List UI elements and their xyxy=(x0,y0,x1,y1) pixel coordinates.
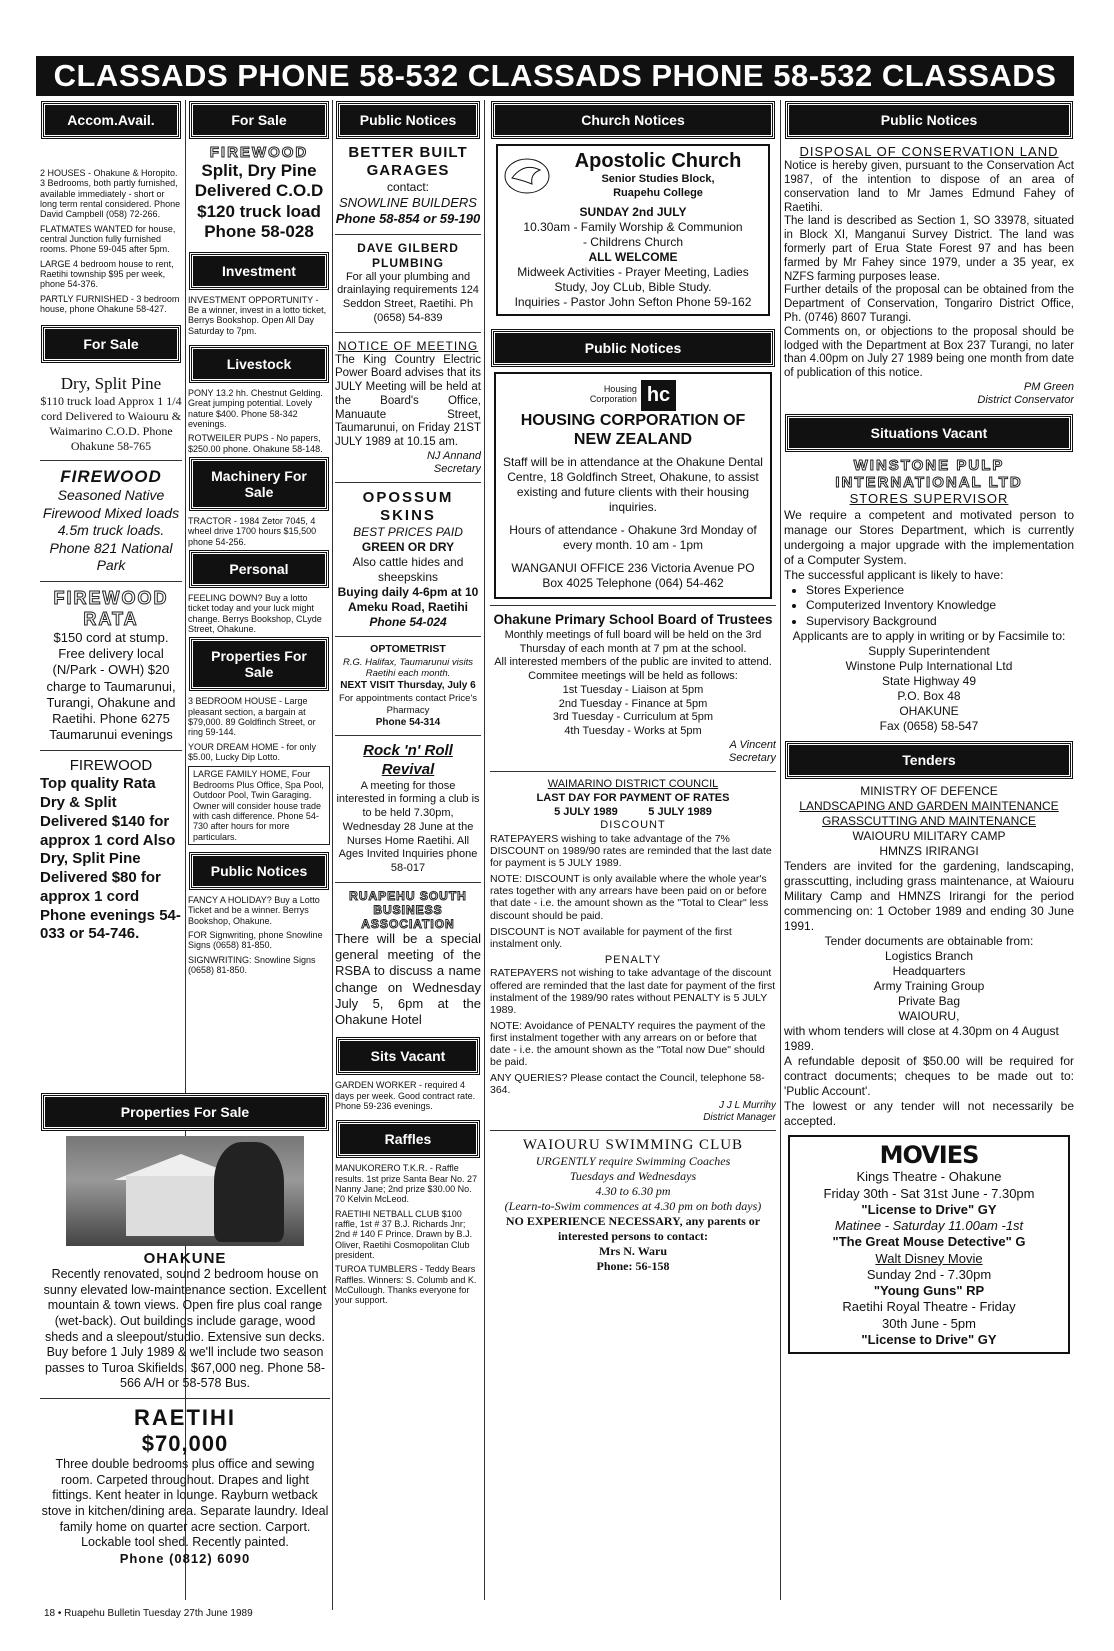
council-dates: 5 JULY 1989 5 JULY 1989 xyxy=(554,805,712,818)
firewood-pine-text: Split, Dry Pine Delivered C.O.D $120 truck load Phone 58-028 xyxy=(194,161,324,242)
housing-corp-box xyxy=(494,372,772,599)
movies-title: MOVIES xyxy=(879,1141,979,1170)
winstone-address-3: State Highway 49 xyxy=(881,674,977,689)
land-signature-title: District Conservator xyxy=(977,394,1074,407)
land-title: DISPOSAL OF CONSERVATION LAND xyxy=(799,144,1059,159)
council-text-4: RATEPAYERS not wishing to take advantage of the discount offered are reminded that the last date for payment of the first instalment of the 1989/90 rates without PENALTY is 5 JULY 1989. xyxy=(490,967,776,1016)
mod-text-5: The lowest or any tender will not necessarily be accepted. xyxy=(784,1099,1074,1129)
school-signature: A Vincent xyxy=(729,738,776,751)
council-text-5: NOTE: Avoidance of PENALTY requires the payment of the first instalment together with any arrears on or before that date - i.e. the amount shown as the "Total now Due" should be paid. xyxy=(490,1019,766,1068)
winstone-text-1: We require a competent and motivated person to manage our Stores Department, which is currently undergoing a major upgrade with the implementation of a Computer System. xyxy=(784,507,1074,567)
mod-address-4: Private Bag xyxy=(897,994,961,1009)
hc-logo-text-2: Corporation xyxy=(589,394,637,404)
hc-title: HOUSING CORPORATION OF NEW ZEALAND xyxy=(520,411,746,448)
column-3 xyxy=(335,100,481,1603)
optometrist-phone: Phone 54-314 xyxy=(375,716,441,728)
school-text-3: Commitee meetings will be held as follows: xyxy=(528,670,738,682)
swim-text-3: 4.30 to 6.30 pm xyxy=(595,1184,671,1199)
swim-text-5: NO EXPERIENCE NECESSARY, any parents or interested persons to contact: xyxy=(505,1214,761,1244)
mod-text-4: A refundable deposit of $50.00 will be required for contract documents; cheques to be made out to: 'Public Account'. xyxy=(784,1054,1074,1099)
movies-line-2: Friday 30th - Sat 31st June - 7.30pm xyxy=(823,1185,1035,1201)
ad-turoa-tumblers: TUROA TUMBLERS - Teddy Bears Raffles. Winners: S. Columb and K. McCullough. Thanks everyone for your support. xyxy=(335,1264,477,1306)
winstone-bullet-3: • Supervisory Background xyxy=(806,614,1074,630)
column-5 xyxy=(784,100,1074,1603)
mod-text-2: Tender documents are obtainable from: xyxy=(824,934,1034,949)
section-header-sits-vacant: Sits Vacant xyxy=(337,1038,479,1074)
school-text-1: Monthly meetings of full board will be held on the 3rd Thursday of each month at 7 pm at the school. xyxy=(504,628,762,655)
apostolic-line-5: Inquiries - Pastor John Sefton Phone 59-162 xyxy=(514,294,752,309)
meeting-title: NOTICE OF MEETING xyxy=(337,338,479,353)
school-line-3: 3rd Tuesday - Curriculum at 5pm xyxy=(552,711,714,724)
opossum-phone: Phone 54-024 xyxy=(369,615,447,630)
ad-pony: PONY 13.2 hh. Chestnut Gelding. Great jumping potential. Lovely nature $400. Phone 58-342 evenings. xyxy=(188,387,323,429)
mod-sub-2: GRASSCUTTING AND MAINTENANCE xyxy=(821,814,1037,829)
movies-line-3: "License to Drive" GY xyxy=(861,1201,997,1217)
school-line-4: 4th Tuesday - Works at 5pm xyxy=(564,725,702,737)
raetihi-price: $70,000 xyxy=(141,1431,229,1456)
column-1 xyxy=(40,100,182,1091)
garages-contact: contact: xyxy=(386,180,430,194)
council-text-6: ANY QUERIES? Please contact the Council, telephone 58-364. xyxy=(490,1071,765,1096)
school-line-2: 2nd Tuesday - Finance at 5pm xyxy=(558,697,708,710)
meeting-signature-title: Secretary xyxy=(433,463,481,476)
apostolic-line-1: 10.30am - Family Worship & Communion xyxy=(523,219,743,234)
winstone-address-4: P.O. Box 48 xyxy=(897,689,961,704)
section-header-properties-wide: Properties For Sale xyxy=(42,1094,328,1130)
winstone-fax: Fax (0658) 58-547 xyxy=(879,719,979,734)
council-signature-title: District Manager xyxy=(703,1112,776,1124)
apostolic-date: SUNDAY 2nd JULY xyxy=(579,204,687,219)
council-discount: DISCOUNT xyxy=(600,819,666,832)
meeting-text: The King Country Electric Power Board advises that its JULY Meeting will be held at the Board's Office, Manuaute Street, Taumarunui, on Friday 21ST JULY 1989 at 10.15 am. xyxy=(335,353,481,449)
council-text-3: DISCOUNT is NOT available for payment of the first instalment only. xyxy=(490,925,732,950)
apostolic-sub-2: Ruapehu College xyxy=(613,186,703,199)
council-title: WAIMARINO DISTRICT COUNCIL xyxy=(547,778,719,791)
ad-holiday: FANCY A HOLIDAY? Buy a Lotto Ticket and be a winner. Berrys Bookshop, Ohakune. xyxy=(188,894,320,926)
dry-pine-text: $110 truck load Approx 1 1/4 cord Delivered to Waiouru & Waimarino C.O.D. Phone Ohakune 58-765 xyxy=(40,394,182,454)
winstone-text-2: The successful applicant is likely to have: xyxy=(784,567,1004,582)
ad-investment: INVESTMENT OPPORTUNITY - Be a winner, invest in a lotto ticket, Berrys Bookshop. Open All Day Saturday to 7pm. xyxy=(188,294,327,336)
movies-line-5: "The Great Mouse Detective" G xyxy=(832,1234,1026,1250)
movies-line-6: Walt Disney Movie xyxy=(875,1250,983,1266)
movies-box xyxy=(788,1135,1070,1354)
ad-signwriting-1: FOR Signwriting, phone Snowline Signs (0658) 81-850. xyxy=(188,929,323,951)
winstone-text-3: Applicants are to apply in writing or by Facsimile to: xyxy=(792,629,1066,644)
dove-icon xyxy=(502,154,552,196)
school-title: Ohakune Primary School Board of Trustees xyxy=(493,611,773,627)
firewood-2-title: FIREWOOD xyxy=(69,756,153,774)
dry-pine-title: Dry, Split Pine xyxy=(60,374,162,394)
column-rule xyxy=(484,100,485,1600)
opossum-text-4: Buying daily 4-6pm at 10 Ameku Road, Raetihi xyxy=(337,585,479,615)
swim-text-1: URGENTLY require Swimming Coaches xyxy=(535,1154,731,1169)
garages-phone: Phone 58-854 or 59-190 xyxy=(335,211,481,227)
column-rule xyxy=(780,100,781,1600)
apostolic-line-4: Midweek Activities - Prayer Meeting, Ladies Study, Joy CLub, Bible Study. xyxy=(517,264,749,294)
winstone-title-1: WINSTONE PULP xyxy=(853,457,1005,475)
mod-address-2: Headquarters xyxy=(892,964,966,979)
column-4 xyxy=(490,100,776,1603)
dave-gilberd-title: DAVE GILBERD PLUMBING xyxy=(357,240,459,270)
ohakune-title: OHAKUNE xyxy=(143,1250,227,1267)
properties-wide xyxy=(40,1092,330,1603)
mod-sub-4: HMNZS IRIRANGI xyxy=(879,844,979,859)
land-text-2: The land is described as Section 1, SO 33978, situated in Block XI, Manganui Survey District. The land was formerly part of Erua State Forest 97 and has been farmed by Mr Fahey since 1979, under a 35 year, ex NZFS farming purposes lease. xyxy=(784,215,1074,283)
section-header-livestock: Livestock xyxy=(190,346,328,382)
mod-text-3: with whom tenders will close at 4.30pm on 4 August 1989. xyxy=(784,1024,1059,1054)
ad-signwriting-2: SIGNWRITING: Snowline Signs (0658) 81-850. xyxy=(188,954,316,975)
ad-2-houses: 2 HOUSES - Ohakune & Horopito. 3 Bedrooms, both partly furnished, available immediately - short or long term rental considered. Phone David Campbell (058) 72-266. xyxy=(40,168,181,220)
section-header-investment: Investment xyxy=(190,253,328,289)
section-header-situations-vacant: Situations Vacant xyxy=(786,415,1072,451)
optometrist-text-2: NEXT VISIT Thursday, July 6 xyxy=(340,680,476,692)
hc-text-1: Staff will be in attendance at the Ohakune Dental Centre, 18 Goldfinch Street, Ohakune, to assist existing and future clients with their housing inquiries. xyxy=(503,454,763,514)
school-signature-title: Secretary xyxy=(728,751,776,764)
optometrist-title: OPTOMETRIST xyxy=(370,643,446,656)
ad-flatmates: FLATMATES WANTED for house, central Junction fully furnished rooms. Phone 59-045 after 5pm. xyxy=(40,223,176,255)
column-rule xyxy=(332,100,333,1610)
winstone-address-1: Supply Superintendent xyxy=(868,644,990,659)
mod-title: MINISTRY OF DEFENCE xyxy=(860,784,998,799)
raetihi-title: RAETIHI xyxy=(134,1405,236,1430)
rsba-title: RUAPEHU SOUTH BUSINESS ASSOCIATION xyxy=(349,888,467,931)
section-header-tenders: Tenders xyxy=(786,742,1072,778)
movies-line-8: "Young Guns" RP xyxy=(873,1283,985,1299)
winstone-address-5: OHAKUNE xyxy=(899,704,959,719)
council-signature: J J L Murrihy xyxy=(718,1100,776,1112)
raetihi-phone: Phone (0812) 6090 xyxy=(119,1550,251,1566)
optometrist-text-1: R.G. Halifax, Taumarunui visits Raetihi each month. xyxy=(342,656,474,680)
page-footer: 18 • Ruapehu Bulletin Tuesday 27th June 1989 xyxy=(44,1608,253,1619)
apostolic-church-box xyxy=(496,144,770,316)
movies-line-4: Matinee - Saturday 11.00am -1st xyxy=(834,1218,1024,1234)
movies-line-1: Kings Theatre - Ohakune xyxy=(856,1169,1002,1185)
firewood-text: Seasoned Native Firewood Mixed loads 4.5m truck loads. Phone 821 National Park xyxy=(42,487,180,574)
winstone-address-2: Winstone Pulp International Ltd xyxy=(845,659,1013,674)
mod-address-3: Army Training Group xyxy=(873,979,985,994)
rsba-text: There will be a special general meeting of the RSBA to discuss a name change on Wednesday July 5, 6pm at the Ohakune Hotel xyxy=(335,930,481,1028)
garages-builder: SNOWLINE BUILDERS xyxy=(339,195,477,210)
section-header-raffles: Raffles xyxy=(337,1121,479,1157)
movies-line-11: "License to Drive" GY xyxy=(861,1331,997,1347)
ad-partly-furnished: PARTLY FURNISHED - 3 bedroom house, phone Ohakune 58-427. xyxy=(40,293,180,315)
mod-text-1: Tenders are invited for the gardening, landscaping, grasscutting, including grass maintenance, at Waiouru Military Camp and HMNZS Irirangi for the period commencing on: 1 October 1989 and ending 30 June 1991. xyxy=(784,859,1074,934)
ad-manukorero: MANUKORERO T.K.R. - Raffle results. 1st prize Santa Bear No. 27 Nanny Jane; 2nd prize $30.00 No. 70 Kelvin McLeod. xyxy=(335,1163,478,1205)
ad-large-family-home: LARGE FAMILY HOME, Four Bedrooms Plus Office, Spa Pool, Outdoor Pool, Twin Garaging. Owner will consider house trade with cash difference. Phone 54-730 after hours for more particulars. xyxy=(188,766,330,844)
section-header-public-notices-5: Public Notices xyxy=(786,102,1072,138)
hc-logo-text-1: Housing xyxy=(603,384,637,395)
firewood-2-text: Top quality Rata Dry & Split Delivered $140 for approx 1 cord Also Dry, Split Pine Delivered $80 for approx 1 cord Phone evenings 54-033 or 54-746. xyxy=(40,775,181,943)
swim-text-6: Mrs N. Waru xyxy=(598,1244,668,1259)
section-header-for-sale: For Sale xyxy=(42,326,180,362)
council-text-2: NOTE: DISCOUNT is only available where the whole year's rates together with any arrears have been paid on or before that date - i.e. the amount shown as the "Total to Clear" less discount should be paid. xyxy=(490,873,769,922)
ad-garden-worker: GARDEN WORKER - required 4 days per week. Good contract rate. Phone 59-236 evenings. xyxy=(335,1080,476,1112)
land-text-1: Notice is hereby given, pursuant to the Conservation Act 1987, of the intention to dispose of an area of conservation land to Mr James Edmund Fahey of Raetihi. xyxy=(784,160,1074,214)
swim-title: WAIOURU SWIMMING CLUB xyxy=(522,1137,744,1154)
hc-text-2: Hours of attendance - Ohakune 3rd Monday of every month. 10 am - 1pm xyxy=(509,522,757,552)
section-header-for-sale-2: For Sale xyxy=(190,102,328,138)
opossum-text-3: Also cattle hides and sheepskins xyxy=(352,555,464,585)
section-header-public-notices: Public Notices xyxy=(190,853,328,889)
council-penalty: PENALTY xyxy=(604,953,662,966)
classads-banner: CLASSADS PHONE 58-532 CLASSADS PHONE 58-532 CLASSADS xyxy=(36,56,1074,96)
section-header-personal: Personal xyxy=(190,551,328,587)
hc-text-3: WANGANUI OFFICE 236 Victoria Avenue PO Box 4025 Telephone (064) 54-462 xyxy=(511,560,755,590)
ohakune-text: Recently renovated, sound 2 bedroom house on sunny elevated low-maintenance section. Excellent mountain & town views. Open fire plus coal range (wet-back). Out buildings include garage, wood sheds and a sleepout/studio. Extensive sun decks. Buy before 1 July 1989 & we'll include two season passes to Turoa Skifields. $67,000 neg. Phone 58-566 A/H or 58-578 Bus. xyxy=(43,1267,327,1391)
mod-sub-3: WAIOURU MILITARY CAMP xyxy=(852,829,1006,844)
swim-text-2: Tuesdays and Wednesdays xyxy=(569,1169,697,1184)
ad-rotweiler: ROTWEILER PUPS - No papers, $250.00 phone. Ohakune 58-148. xyxy=(188,433,323,454)
apostolic-sub-1: Senior Studies Block, xyxy=(601,173,715,185)
section-header-accom: Accom.Avail. xyxy=(42,102,180,138)
optometrist-text-3: For appointments contact Price's Pharmacy xyxy=(338,692,478,716)
section-header-public-notices-3: Public Notices xyxy=(337,102,479,138)
winstone-bullet-1: • Stores Experience xyxy=(806,583,1074,599)
hc-logo-icon: hc xyxy=(641,380,676,411)
firewood-title: FIREWOOD xyxy=(60,467,162,487)
land-signature: PM Green xyxy=(1023,381,1074,393)
rata-text: $150 cord at stump. Free delivery local (N/Park - OWH) $20 charge to Taumarunui, Turangi, Ohakune and Raetihi. Phone 6275 Taumarunui evenings xyxy=(46,629,176,743)
ad-3-bedroom: 3 BEDROOM HOUSE - Large pleasant section, a bargain at $79,000. 89 Goldfinch Street, or ring 59-144. xyxy=(188,696,316,738)
column-2 xyxy=(188,100,330,1091)
council-sub: LAST DAY FOR PAYMENT OF RATES xyxy=(536,791,730,804)
opossum-title: OPOSSUM SKINS xyxy=(362,489,454,525)
ad-tractor: TRACTOR - 1984 Zetor 7045, 4 wheel drive 1700 hours $15,500 phone 54-256. xyxy=(188,516,317,547)
rock-text: A meeting for those interested in forming a club is to be held 7.30pm, Wednesday 28 June at the Nurses Home Raetihi. All Ages Invited Inquiries phone 58-017 xyxy=(336,779,480,875)
mod-sub-1: LANDSCAPING AND GARDEN MAINTENANCE xyxy=(799,799,1059,814)
land-text-4: Comments on, or objections to the proposal should be lodged with the Department at Box 237 Turangi, no later than 4.00pm on July 27 1989 being one month from date of publication of this notice. xyxy=(784,325,1074,380)
firewood-outline-title: FIREWOOD xyxy=(209,144,309,161)
ad-feeling-down: FEELING DOWN? Buy a lotto ticket today and your luck might change. Berrys Bookshop, CLyde Street, Ohakune. xyxy=(188,593,322,635)
winstone-title-2: INTERNATIONAL LTD xyxy=(835,474,1023,492)
section-header-church: Church Notices xyxy=(492,102,774,138)
rata-title-1: FIREWOOD xyxy=(53,587,169,608)
school-line-1: 1st Tuesday - Liaison at 5pm xyxy=(562,683,704,696)
winstone-title-3: STORES SUPERVISOR xyxy=(849,491,1009,507)
meeting-signature: NJ Annand xyxy=(426,450,481,463)
section-header-public-notices-4: Public Notices xyxy=(492,330,774,366)
house-photo xyxy=(66,1136,304,1246)
council-text-1: RATEPAYERS wishing to take advantage of the 7% DISCOUNT on 1989/90 rates are reminded that the last date for payment is 5 JULY 1989. xyxy=(490,833,772,870)
movies-line-7: Sunday 2nd - 7.30pm xyxy=(866,1266,992,1282)
swim-text-4: (Learn-to-Swim commences at 4.30 pm on both days) xyxy=(504,1199,762,1214)
garages-title: BETTER BUILT GARAGES xyxy=(348,144,468,179)
apostolic-line-2: - Childrens Church xyxy=(582,234,684,249)
winstone-bullet-2: • Computerized Inventory Knowledge xyxy=(806,598,1074,614)
rock-title: Rock 'n' Roll Revival xyxy=(363,742,453,778)
movies-line-10: 30th June - 5pm xyxy=(882,1315,976,1331)
swim-text-7: Phone: 56-158 xyxy=(596,1259,670,1274)
mod-address-1: Logistics Branch xyxy=(884,949,974,964)
ad-netball: RAETIHI NETBALL CLUB $100 raffle, 1st # 37 B.J. Richards Jnr; 2nd # 140 F Prince. Drawn by B.J. Oliver, Raetihi Cosmopolitan Club president. xyxy=(335,1208,473,1261)
movies-line-9: Raetihi Royal Theatre - Friday xyxy=(842,1299,1016,1315)
opossum-text-1: BEST PRICES PAID xyxy=(353,525,463,540)
apostolic-title: Apostolic Church xyxy=(574,150,742,172)
raetihi-text: Three double bedrooms plus office and sewing room. Carpeted throughout. Drapes and light fittings. Kent heater in lounge. Rayburn wetback stove in kitchen/dining area. Separate laundry. Ideal family home on quarter acre section. Carport. Lockable tool shed. Recently painted. xyxy=(41,1457,329,1550)
mod-address-5: WAIOURU, xyxy=(898,1009,960,1024)
section-header-properties: Properties For Sale xyxy=(190,638,328,690)
land-text-3: Further details of the proposal can be obtained from the Department of Conservation, Tongariro District Office, Ph. (0746) 8607 Turangi. xyxy=(784,284,1074,325)
ad-dream-home: YOUR DREAM HOME - for only $5.00, Lucky Dip Lotto. xyxy=(188,741,317,763)
opossum-text-2: GREEN OR DRY xyxy=(361,540,455,555)
apostolic-line-3: ALL WELCOME xyxy=(588,249,678,264)
ad-large-4-bedroom: LARGE 4 bedroom house to rent, Raetihi township $95 per week, phone 54-376. xyxy=(40,258,174,290)
dave-gilberd-text: For all your plumbing and drainlaying requirements 124 Seddon Street, Raetihi. Ph (0658) 54-839 xyxy=(337,270,479,324)
school-text-2: All interested members of the public are invited to attend. xyxy=(494,656,772,669)
section-header-machinery: Machinery For Sale xyxy=(190,458,328,510)
rata-title-2: RATA xyxy=(83,608,139,629)
